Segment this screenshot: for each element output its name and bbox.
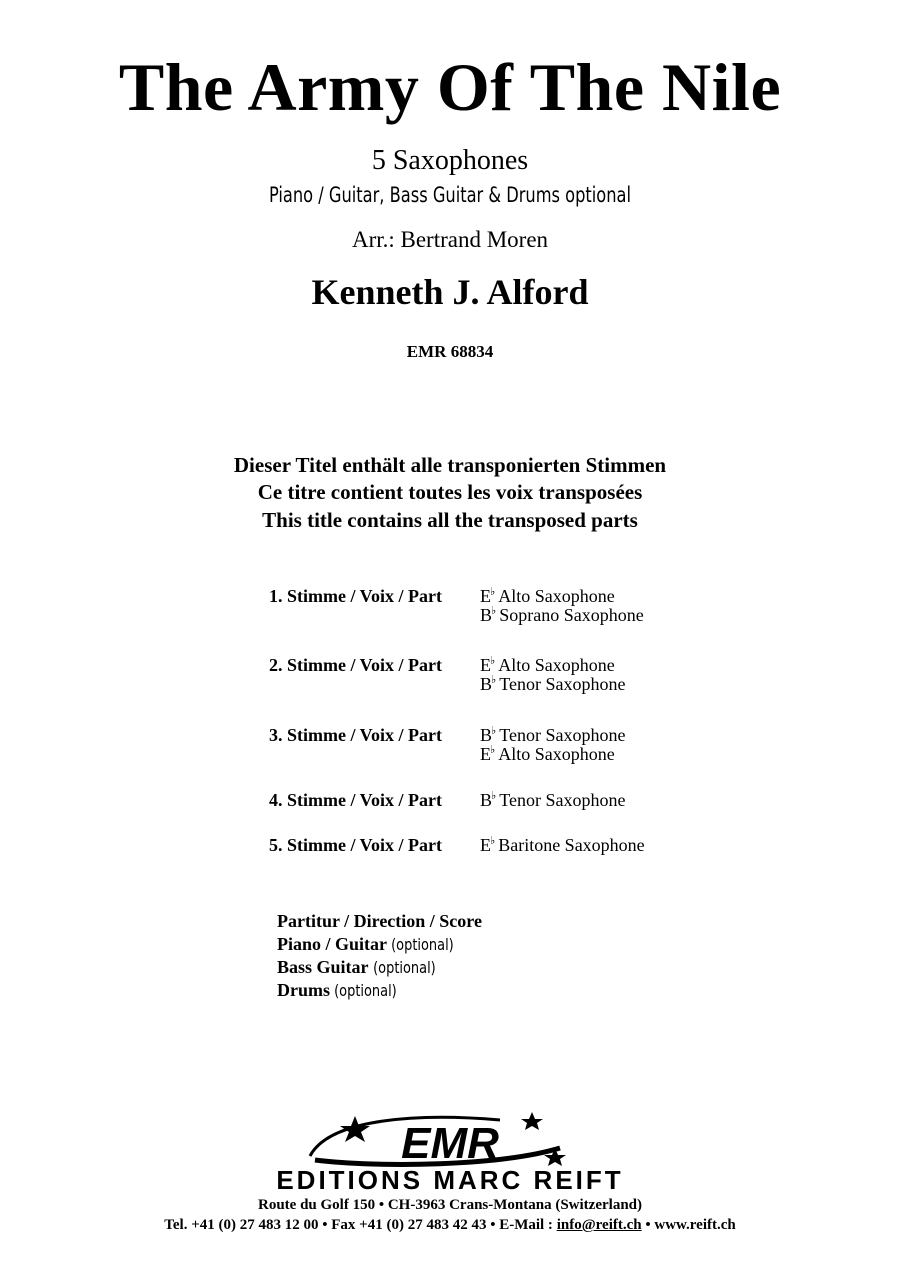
composer: Kenneth J. Alford bbox=[311, 272, 589, 312]
part-row bbox=[0, 655, 900, 705]
instrument-key: B bbox=[480, 725, 493, 745]
optional-tag: (optional) bbox=[368, 958, 436, 977]
part-instrument bbox=[480, 790, 625, 811]
publisher-contact bbox=[0, 1217, 900, 1234]
part-row bbox=[0, 835, 900, 885]
instrument-key: E bbox=[480, 744, 491, 764]
part-instrument bbox=[480, 586, 615, 607]
instrument-name: Baritone Saxophone bbox=[498, 835, 645, 855]
extra-item bbox=[277, 933, 482, 956]
flat-sign: ♭ bbox=[491, 790, 497, 802]
part-label: 1. Stimme / Voix / Part bbox=[269, 586, 442, 606]
part-instrument bbox=[480, 835, 645, 856]
instrument-name: Alto Saxophone bbox=[498, 744, 615, 764]
flat-sign: ♭ bbox=[490, 744, 496, 756]
notice-en: This title contains all the transposed parts bbox=[262, 508, 638, 532]
part-instrument bbox=[480, 655, 615, 676]
instrument-name: Alto Saxophone bbox=[498, 586, 615, 606]
extra-item-name: Bass Guitar bbox=[277, 957, 369, 977]
optional-tag: (optional) bbox=[330, 981, 397, 1000]
part-row bbox=[0, 586, 900, 636]
extras-list bbox=[277, 910, 482, 1002]
part-row bbox=[0, 790, 900, 840]
instrument-name: Tenor Saxophone bbox=[499, 790, 626, 810]
part-instrument bbox=[480, 725, 625, 746]
part-label: 4. Stimme / Voix / Part bbox=[269, 790, 442, 810]
instrument-key: E bbox=[480, 835, 491, 855]
publisher-address: Route du Golf 150 • CH-3963 Crans-Montana (Switzerland) bbox=[258, 1197, 642, 1213]
extra-item bbox=[277, 910, 482, 933]
notice-fr: Ce titre contient toutes les voix transposées bbox=[257, 480, 643, 504]
arranger: Arr.: Bertrand Moren bbox=[351, 227, 549, 252]
part-label: 2. Stimme / Voix / Part bbox=[269, 655, 442, 675]
notice-de: Dieser Titel enthält alle transponierten Stimmen bbox=[233, 453, 667, 477]
publisher-name: EDITIONS MARC REIFT bbox=[276, 1165, 624, 1195]
extra-item bbox=[277, 956, 482, 979]
part-label: 5. Stimme / Voix / Part bbox=[269, 835, 442, 855]
instrument-name: Tenor Saxophone bbox=[499, 674, 626, 694]
emr-logo-icon bbox=[300, 1108, 600, 1170]
instrument-name: Soprano Saxophone bbox=[499, 605, 644, 625]
ensemble-subtitle: 5 Saxophones bbox=[371, 145, 529, 176]
flat-sign: ♭ bbox=[491, 674, 497, 686]
optional-tag: (optional) bbox=[387, 935, 454, 954]
email-link[interactable]: info@reift.ch bbox=[556, 1217, 642, 1233]
part-instrument bbox=[480, 744, 615, 765]
catalog-number: EMR 68834 bbox=[406, 342, 494, 361]
extra-item-name: Piano / Guitar bbox=[277, 934, 388, 954]
part-instrument bbox=[480, 674, 625, 695]
part-instrument bbox=[480, 605, 644, 626]
flat-sign: ♭ bbox=[490, 655, 496, 667]
optional-instrumentation: Piano / Guitar, Bass Guitar & Drums optional bbox=[268, 183, 632, 207]
phone-fax: Tel. +41 (0) 27 483 12 00 • Fax +41 (0) 27 483 42 43 • E-Mail : bbox=[164, 1217, 557, 1233]
flat-sign: ♭ bbox=[491, 605, 497, 617]
flat-sign: ♭ bbox=[490, 586, 496, 598]
score-title: The Army Of The Nile bbox=[118, 49, 782, 125]
instrument-key: E bbox=[480, 586, 491, 606]
instrument-name: Tenor Saxophone bbox=[499, 725, 626, 745]
extra-item-name: Drums bbox=[277, 980, 330, 1000]
extra-item bbox=[277, 979, 482, 1002]
part-row bbox=[0, 725, 900, 775]
instrument-key: B bbox=[480, 790, 493, 810]
website: • www.reift.ch bbox=[641, 1217, 736, 1233]
flat-sign: ♭ bbox=[491, 725, 497, 737]
svg-text:EMR: EMR bbox=[401, 1119, 499, 1168]
instrument-name: Alto Saxophone bbox=[498, 655, 615, 675]
flat-sign: ♭ bbox=[490, 835, 496, 847]
instrument-key: E bbox=[480, 655, 491, 675]
instrument-key: B bbox=[480, 605, 493, 625]
instrument-key: B bbox=[480, 674, 493, 694]
extra-item-name: Partitur / Direction / Score bbox=[277, 911, 482, 931]
part-label: 3. Stimme / Voix / Part bbox=[269, 725, 442, 745]
